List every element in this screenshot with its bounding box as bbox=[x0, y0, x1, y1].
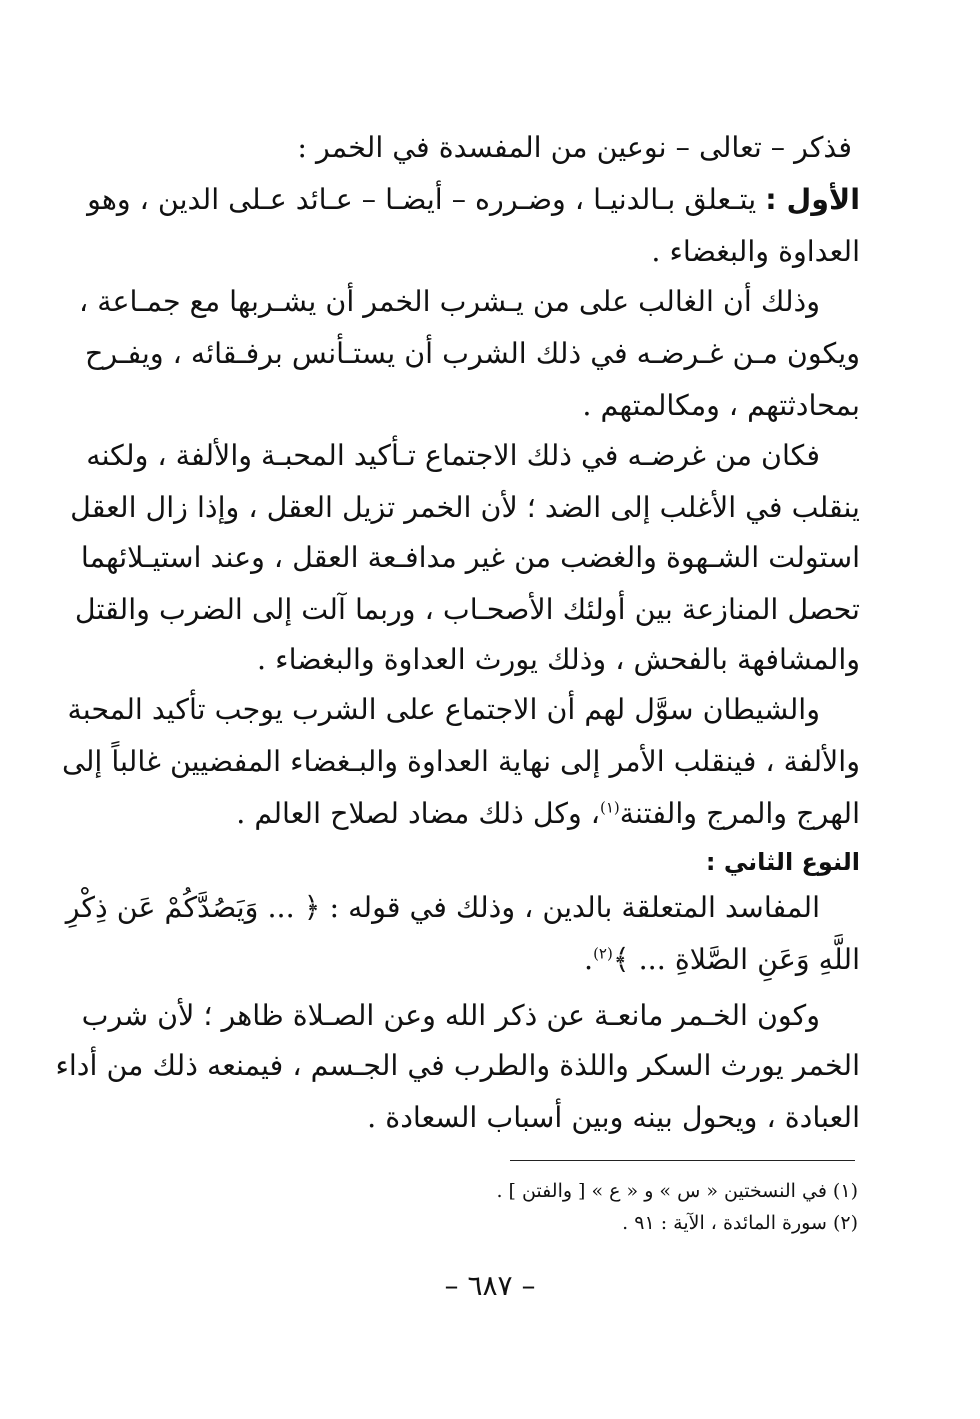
footnote-2: (٢) سورة المائدة ، الآية : ٩١ . bbox=[622, 1212, 858, 1234]
page-number: – ٦٨٧ – bbox=[444, 1269, 536, 1302]
body-line-4: وذلك أن الغالب على من يـشرب الخمر أن يشـربها مع جمـاعة ، bbox=[78, 285, 820, 318]
body-line-14-start: الهرج والمرج والفتنة bbox=[619, 797, 860, 830]
body-line-12: والشيطان سوَّل لهم أن الاجتماع على الشرب يوجب تأكيد المحبة bbox=[67, 693, 820, 726]
body-line-19: الخمر يورث السكر واللذة والطرب في الجـسم ، فيمنعه ذلك من أداء bbox=[55, 1049, 860, 1082]
body-line-14 bbox=[236, 794, 860, 834]
footnote-ref-1: (١) bbox=[600, 798, 620, 817]
body-line-14-end: ، وكل ذلك مضاد لصلاح العالم . bbox=[236, 797, 600, 830]
body-line-1: فذكر – تعالى – نوعين من المفسدة في الخمر : bbox=[297, 131, 852, 164]
body-line-18: وكون الخـمر مانعـة عن ذكر الله وعن الصـلاة ظاهر ؛ لأن شرب bbox=[81, 999, 820, 1032]
footnote-divider bbox=[510, 1160, 855, 1161]
body-line-8: ينقلب في الأغلب إلى الضد ؛ لأن الخمر تزيل العقل ، وإذا زال العقل bbox=[70, 491, 860, 524]
body-line-5: ويكون مـن غـرضـه في ذلك الشرب أن يستـأنس برفـقائه ، ويفـرح bbox=[85, 337, 860, 370]
section-heading-first: الأول : bbox=[765, 183, 860, 216]
quran-verse-end: اللَّهِ وَعَنِ الصَّلاةِ ... ﴾ bbox=[612, 943, 860, 976]
footnote-ref-2: (٢) bbox=[593, 944, 613, 963]
section-heading-second: النوع الثاني : bbox=[705, 848, 860, 876]
body-line-16: المفاسد المتعلقة بالدين ، وذلك في قوله : ﴿ ... وَيَصُدَّكُمْ عَن ذِكْرِ bbox=[65, 891, 820, 924]
body-line-2-text: يتـعلق بـالدنيـا ، وضـرره – أيضـا – عـائد عـلى الدين ، وهو bbox=[87, 183, 766, 216]
body-line-17 bbox=[584, 940, 860, 980]
body-line-10: تحصل المنازعة بين أولئك الأصحـاب ، وربما آلت إلى الضرب والقتل bbox=[74, 593, 860, 626]
body-line-20: العبادة ، ويحول بينه وبين أسباب السعادة . bbox=[367, 1101, 860, 1134]
body-line-3: العداوة والبغضاء . bbox=[651, 235, 860, 268]
body-line-7: فكان من غرضـه في ذلك الاجتماع تـأكيد المحبـة والألفة ، ولكنه bbox=[86, 439, 820, 472]
body-line-2 bbox=[87, 180, 860, 220]
body-line-6: بمحادثتهم ، ومكالمتهم . bbox=[582, 389, 860, 422]
footnote-1: (١) في النسختين « س » و « ع » [ والفتن ] . bbox=[496, 1180, 858, 1202]
body-line-13: والألفة ، فينقلب الأمر إلى نهاية العداوة والبـغضاء المفضيين غالباً إلى bbox=[61, 745, 860, 778]
body-line-17-end: . bbox=[584, 943, 594, 976]
body-line-11: والمشافهة بالفحش ، وذلك يورث العداوة والبغضاء . bbox=[257, 643, 860, 676]
body-line-9: استولت الشـهوة والغضب من غير مدافـعة العقل ، وعند استيـلائهما bbox=[80, 541, 860, 574]
